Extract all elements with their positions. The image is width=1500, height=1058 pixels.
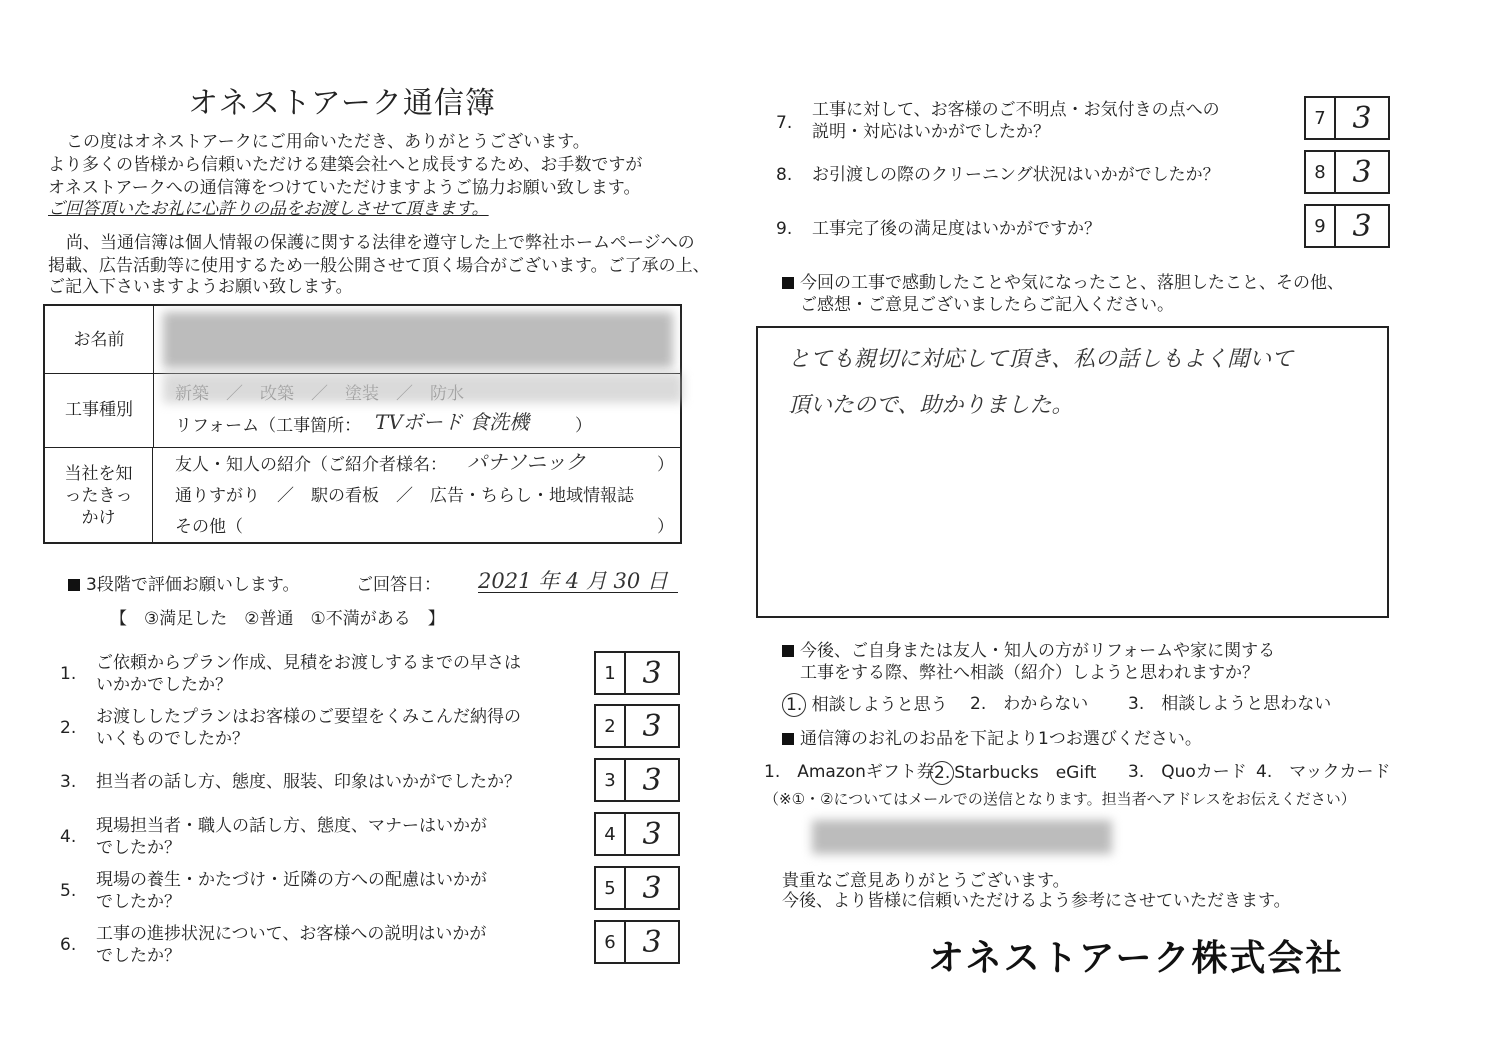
comment-line-1: とても親切に対応して頂き、私の話しもよく聞いて (788, 347, 1294, 372)
gift-option-3: 3. Quoカード (1128, 762, 1247, 782)
name-redacted (163, 312, 673, 368)
q8-text-1: お引渡しの際のクリーニング状況はいかがでしたか？ (812, 165, 1220, 185)
q1-num: 1. (60, 664, 77, 684)
referral-option-3: 3. 相談しようと思わない (1128, 694, 1332, 714)
q7-text-1: 工事に対して、お客様のご不明点・お気付きの点への (812, 100, 1220, 120)
company-logo: オネストアーク株式会社 (928, 938, 1344, 979)
intro-line-4: ご回答頂いたお礼に心許りの品をお渡しさせて頂きます。 (48, 199, 489, 219)
name-row (45, 306, 680, 374)
notice-line-3: ご記入下さいますようお願い致します。 (48, 277, 353, 297)
q7-score-box (1304, 96, 1390, 140)
rating-instruction-text: 3段階で評価お願いします。 (86, 575, 300, 595)
q5-score-box (594, 866, 680, 910)
referral-question-1 (782, 640, 1275, 662)
gift-option-2-text: Starbucks eGift (954, 763, 1097, 783)
gift-question (782, 728, 1202, 750)
intro-line-1: この度はオネストアークにご用命いただき、ありがとうございます。 (66, 132, 590, 152)
q6-score: 3 (642, 924, 662, 960)
signature-redacted (812, 820, 1112, 854)
q9-num: 9. (776, 219, 793, 239)
referral-option-1-num: 1. (782, 693, 806, 717)
source-referral: 友人・知人の紹介（ご紹介者様名： (175, 455, 447, 475)
q5-score: 3 (642, 870, 662, 906)
q5-num: 5. (60, 881, 77, 901)
source-label: 当社を知ったきっかけ (45, 447, 153, 544)
bullet-square-icon (68, 579, 80, 591)
comment-line-2: 頂いたので、助かりました。 (788, 393, 1074, 418)
bullet-square-icon (782, 277, 794, 289)
source-row (45, 447, 680, 544)
gift-option-1: 1. Amazonギフト券 (764, 762, 934, 782)
q6-score-box (594, 920, 680, 964)
q9-box-num: 9 (1306, 206, 1336, 246)
comments-box (756, 326, 1389, 618)
q7-num: 7. (776, 113, 793, 133)
bullet-square-icon (782, 733, 794, 745)
closing-line-2: 今後、より皆様に信頼いただけるよう参考にさせていただきます。 (782, 891, 1291, 911)
q2-text-2: いくものでしたか？ (96, 729, 249, 749)
source-referral-value: パナソニック (467, 450, 586, 474)
q1-score-box (594, 651, 680, 695)
notice-line-1: 尚、当通信簿は個人情報の保護に関する法律を遵守した上で弊社ホームページへの (66, 233, 695, 253)
q4-score-box (594, 812, 680, 856)
q6-box-num: 6 (596, 922, 626, 962)
q9-score-box (1304, 204, 1390, 248)
intro-line-2: より多くの皆様から信頼いただける建築会社へと成長するため、お手数ですが (48, 155, 643, 175)
q3-box-num: 3 (596, 760, 626, 800)
q8-num: 8. (776, 165, 793, 185)
comments-prompt-1-text: 今回の工事で感動したことや気になったこと、落胆したこと、その他、 (800, 273, 1344, 293)
rating-scale: 【 ③満足した ②普通 ①不満がある 】 (110, 609, 445, 629)
q3-num: 3. (60, 772, 77, 792)
q7-box-num: 7 (1306, 98, 1336, 138)
q8-score-box (1304, 150, 1390, 194)
q5-box-num: 5 (596, 868, 626, 908)
page-title: オネストアーク通信簿 (188, 86, 496, 121)
name-label: お名前 (45, 306, 154, 373)
notice-line-2: 掲載、広告活動等に使用するため一般公開させて頂く場合がございます。ご了承の上、 (48, 256, 710, 276)
reform-value: TVボード 食洗機 (375, 410, 530, 434)
bullet-square-icon (782, 645, 794, 657)
closing-line-1: 貴重なご意見ありがとうございます。 (782, 871, 1070, 891)
q2-score-box (594, 704, 680, 748)
date-label: ご回答日： (356, 575, 441, 595)
date-value: 2021 年 4 月 30 日 (478, 570, 678, 593)
q8-box-num: 8 (1306, 152, 1336, 192)
comments-prompt-2: ご感想・ご意見ございましたらご記入ください。 (800, 295, 1174, 315)
q3-score-box (594, 758, 680, 802)
q2-score: 3 (642, 708, 662, 744)
reform-suffix: ） (575, 416, 592, 436)
q4-text-1: 現場担当者・職人の話し方、態度、マナーはいかが (96, 816, 487, 836)
q4-score: 3 (642, 816, 662, 852)
gift-question-text: 通信簿のお礼のお品を下記より1つお選びください。 (800, 729, 1202, 749)
q8-score: 3 (1352, 154, 1372, 190)
q2-text-1: お渡ししたプランはお客様のご要望をくみこんだ納得の (96, 707, 521, 727)
q7-text-2: 説明・対応はいかがでしたか？ (812, 122, 1050, 142)
reform-prefix: リフォーム（工事箇所： (175, 416, 362, 436)
q1-box-num: 1 (596, 653, 626, 693)
source-other: その他（ (175, 517, 243, 537)
q3-text-1: 担当者の話し方、態度、服装、印象はいかがでしたか？ (96, 772, 521, 792)
work-type-row (45, 373, 680, 448)
work-type-label: 工事種別 (45, 373, 154, 447)
referral-question-2: 工事をする際、弊社へ相談（紹介）しようと思われますか？ (800, 663, 1259, 683)
gift-option-2 (930, 761, 1096, 785)
gift-option-2-num: 2. (930, 761, 954, 785)
source-other-end: ） (657, 517, 674, 537)
referral-option-1 (782, 693, 948, 717)
q6-text-2: でしたか？ (96, 946, 181, 966)
q6-num: 6. (60, 935, 77, 955)
comments-prompt-1 (782, 272, 1344, 294)
q4-box-num: 4 (596, 814, 626, 854)
q4-num: 4. (60, 827, 77, 847)
q9-text-1: 工事完了後の満足度はいかがですか？ (812, 219, 1101, 239)
customer-info-table (43, 304, 682, 544)
q7-score: 3 (1352, 100, 1372, 136)
intro-line-3: オネストアークへの通信簿をつけていただけますようご協力お願い致します。 (48, 178, 641, 198)
referral-option-2: 2. わからない (970, 694, 1089, 714)
q1-text-2: いかかでしたか？ (96, 675, 232, 695)
q5-text-1: 現場の養生・かたづけ・近隣の方への配慮はいかが (96, 870, 487, 890)
rating-instruction (68, 574, 299, 596)
q5-text-2: でしたか？ (96, 892, 181, 912)
referral-question-1-text: 今後、ご自身または友人・知人の方がリフォームや家に関する (800, 641, 1276, 661)
q3-score: 3 (642, 762, 662, 798)
gift-option-4: 4. マックカード (1256, 762, 1391, 782)
gift-note: （※①・②についてはメールでの送信となります。担当者へアドレスをお伝えください） (764, 790, 1356, 808)
source-referral-end: ） (657, 455, 674, 475)
q4-text-2: でしたか？ (96, 838, 181, 858)
q9-score: 3 (1352, 208, 1372, 244)
source-options: 通りすがり ／ 駅の看板 ／ 広告・ちらし・地域情報誌 (175, 486, 634, 506)
q2-num: 2. (60, 718, 77, 738)
q6-text-1: 工事の進捗状況について、お客様への説明はいかが (96, 924, 487, 944)
q1-text-1: ご依頼からプラン作成、見積をお渡しするまでの早さは (96, 653, 521, 673)
q1-score: 3 (642, 655, 662, 691)
work-options-redacted (163, 373, 683, 403)
referral-option-1-text: 相談しようと思う (811, 695, 948, 715)
q2-box-num: 2 (596, 706, 626, 746)
